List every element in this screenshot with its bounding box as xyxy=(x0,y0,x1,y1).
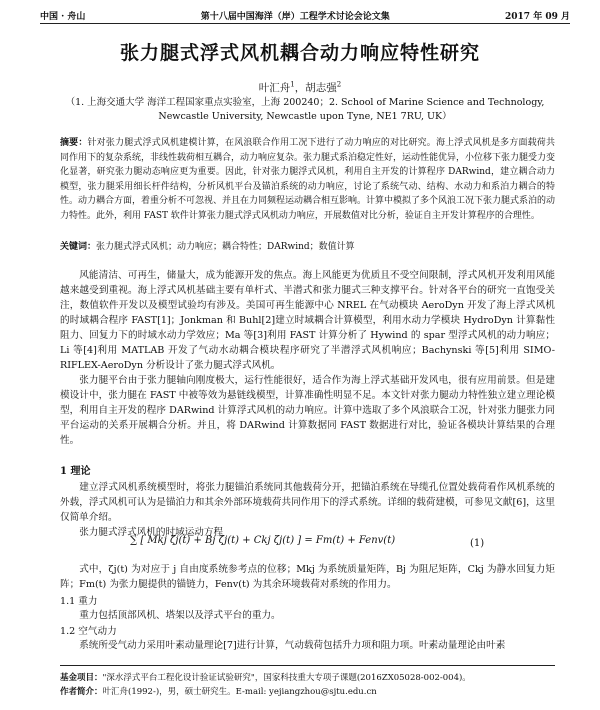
author-2-sup: 2 xyxy=(336,80,342,89)
intro-paragraph-2: 张力腿平台由于张力腿轴向刚度极大，运行性能很好，适合作为海上浮式基础开发风电，很有应用前景。但是建模设计中，张力腿在 FAST 中被等效为悬链线模型，计算准确性明显不足。本文针对张力腿动力特性独立建立理论模型，利用自主开发的程序 DARwind 计算浮式风机的动力响应。计算中选取了多个风浪联合工况，针对张力腿张力同平台运动的关系开展耦合分析。并且，将 DARwind 计算数据同 FAST 数据进行对比，验证各模块计算结果的合理性。 xyxy=(60,375,555,446)
author-1: 叶汇舟 xyxy=(258,82,291,94)
header-proceedings: 第十八届中国海洋（岸）工程学术讨论会论文集 xyxy=(200,11,390,22)
paper-title: 张力腿式浮式风机耦合动力响应特性研究 xyxy=(119,42,480,64)
subsection-1-2-heading: 1.2 空气动力 xyxy=(60,626,117,637)
equation-1: ∑ [ Mkj ζ̈j(t) + Bj ζ̇j(t) + Ckj ζj(t) ] = Fm(t) + Fenv(t) xyxy=(130,535,396,546)
abstract-text: 针对张力腿式浮式风机建模计算，在风浪联合作用工况下进行了动力响应的对比研究。海上浮式风机是多方面载荷共同作用下的复杂系统，非线性载荷相互耦合，动力响应复杂。张力腿式系泊稳定性好，运动性能优异，小位移下张力腿受力变化显著，研究张力腿动态响应更为重要。因此，针对张力腿浮式风机，利用自主开发的计算程序 DARwind，建立耦合动力模型，张力腿采用细长杆件结构，分析风机平台及锚泊系统的动力响应，讨论了系统气动、结构、水动力和系泊力耦合的特性。动力耦合方面，着重分析不可忽视、并且在力同频程运动耦合相互影响。计算中模拟了多个风浪工况下张力腿式系泊的动力特性。此外，利用 FAST 软件计算张力腿式浮式风机动力响应，开展数值对比分析，验证自主开发计算程序的合理性。 xyxy=(60,138,556,221)
author-bio-text: 叶汇舟(1992-)，男，硕士研究生。E-mail: yejiangzhou@sjtu.edu.cn xyxy=(102,687,377,697)
author-sep: ， xyxy=(294,82,306,94)
author-2: 胡志强 xyxy=(305,82,337,94)
subsection-1-2-body xyxy=(60,638,555,653)
abstract xyxy=(60,136,555,223)
abstract-label: 摘要： xyxy=(60,138,88,148)
section-1-paragraph-1: 建立浮式风机系统模型时，将张力腿锚泊系统同其他载荷分开，把锚泊系统在导缆孔位置处载荷看作风机系统的外载，浮式风机可认为是锚泊力和其余外部环境载荷共同作用下的浮式系统。详细的载荷建模，可参见文献[6]，这里仅简单介绍。 xyxy=(60,482,555,523)
section-1-body xyxy=(60,480,555,540)
subsection-1-1-text: 重力包括顶部风机、塔架以及浮式平台的重力。 xyxy=(79,610,281,621)
subsection-1-1-heading: 1.1 重力 xyxy=(60,596,98,607)
author-line xyxy=(0,80,600,95)
section-1-paragraph-2: 张力腿式浮式风机的时域运动方程 xyxy=(79,527,224,538)
intro-paragraph-1: 风能清洁、可再生，储量大，成为能源开发的焦点。海上风能更为优质且不受空间限制，浮式风机开发利用风能越来越受到重视。海上浮式风机基础主要有单杆式、半潜式和张力腿式三种支撑平台。针对各平台的研究一直饱受关注，数值软件开发以及模型试验均有涉及。美国可再生能源中心 NREL 在气动模块 AeroDyn 开发了海上浮式风机的时域耦合程序 FAST[1]；Jonkman 和 Buhl[2]建立时域耦合计算模型，利用水动力学模块 HydroDyn 计算黏性阻力、回复力下的时域水动力学效应；Ma 等[3]利用 FAST 计算分析了 Hywind 的 spar 型浮式风机的动力响应；Li 等[4]利用 MATLAB 开发了气动水动耦合模块程序研究了半潜浮式风机响应；Bachynski 等[5]利用 SIMO-RIFLEX-AeroDyn 分析设计了张力腿式浮式风机。 xyxy=(60,270,555,371)
equation-1-number: (1) xyxy=(470,538,485,549)
footnote-rule xyxy=(60,665,555,666)
introduction xyxy=(60,268,555,448)
section-1-paragraph-3: 式中，ζj(t) 为对应于 j 自由度系统参考点的位移；Mkj 为系统质量矩阵，Bj 为阻尼矩阵，Ckj 为静水回复力矩阵；Fm(t) 为张力腿提供的锚链力，Fenv(t) 为其余环境载荷对系统的作用力。 xyxy=(60,564,555,590)
affiliation-line-2: Newcastle University, Newcastle upon Tyne, NE1 7RU, UK） xyxy=(158,111,452,122)
funding-text: "深水浮式平台工程化设计验证试验研究"，国家科技重大专项子课题(2016ZX05028-002-004)。 xyxy=(102,673,471,683)
header-date: 2017 年 09 月 xyxy=(505,11,570,22)
keywords-text: 张力腿式浮式风机；动力响应；耦合特性；DARwind；数值计算 xyxy=(96,242,355,252)
keywords-label: 关键词： xyxy=(60,242,97,252)
author-1-sup: 1 xyxy=(290,80,295,89)
subsection-1-1-body xyxy=(60,608,555,623)
equation-explanation xyxy=(60,562,555,592)
affiliation-line-1: （1. 上海交通大学 海洋工程国家重点实验室，上海 200240；2. School of Marine Science and Technology, xyxy=(65,97,545,108)
author-bio-label: 作者简介： xyxy=(60,687,103,697)
section-1-heading: 1 理论 xyxy=(60,466,91,477)
funding-label: 基金项目： xyxy=(60,673,103,683)
running-header xyxy=(40,8,570,22)
author-bio-footnote xyxy=(60,686,555,699)
subsection-1-2-text: 系统所受气动力采用叶素动量理论[7]进行计算，气动载荷包括升力项和阻力项。叶素动量理论由叶素 xyxy=(79,640,506,651)
header-location: 中国 · 舟山 xyxy=(40,11,86,22)
header-rule xyxy=(40,23,570,24)
funding-footnote xyxy=(60,672,555,685)
keywords xyxy=(60,240,555,254)
affiliation xyxy=(60,96,550,124)
